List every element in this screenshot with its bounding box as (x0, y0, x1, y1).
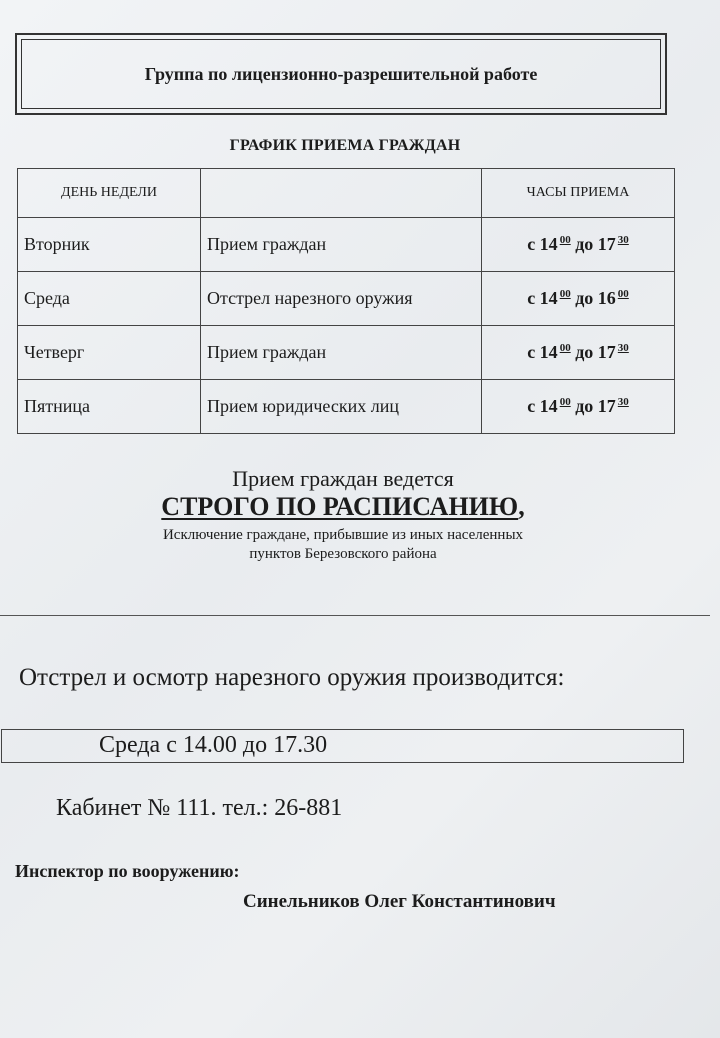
hours-from: с 14 (527, 288, 558, 308)
hours-to-minutes: 30 (617, 396, 629, 408)
row-activity: Прием граждан (201, 218, 482, 272)
notice-emphasis-punct: , (518, 492, 525, 521)
shooting-time: Среда с 14.00 до 17.30 (99, 732, 328, 758)
hours-to: до 16 (575, 288, 616, 308)
table-header-row (18, 169, 675, 218)
notice-line: Прием граждан ведется (232, 466, 454, 491)
notice-exception-line: Исключение граждане, прибывшие из иных населенных (162, 527, 524, 543)
hours-to-minutes: 30 (617, 342, 629, 354)
row-activity: Прием граждан (201, 326, 482, 380)
row-activity: Отстрел нарезного оружия (201, 272, 482, 326)
notice-exception (0, 526, 686, 564)
table-row (18, 272, 675, 326)
row-day: Четверг (18, 326, 201, 380)
column-header-activity (201, 169, 482, 218)
office-info: Кабинет № 111. тел.: 26-881 (56, 795, 343, 821)
table-row (18, 326, 675, 380)
row-day: Вторник (18, 218, 201, 272)
row-hours (482, 326, 675, 380)
inspector-name: Синельников Олег Константинович (243, 891, 556, 912)
column-header-day: ДЕНЬ НЕДЕЛИ (18, 169, 201, 218)
row-hours (482, 272, 675, 326)
hours-from: с 14 (527, 234, 558, 254)
hours-to: до 17 (575, 396, 616, 416)
hours-from-minutes: 00 (559, 288, 571, 300)
column-header-hours: ЧАСЫ ПРИЕМА (482, 169, 675, 218)
schedule-table (17, 168, 675, 434)
header-box (15, 33, 667, 115)
inspector-title: Инспектор по вооружению: (15, 861, 240, 881)
hours-to-minutes: 00 (617, 288, 629, 300)
row-hours (482, 218, 675, 272)
hours-to-minutes: 30 (617, 234, 629, 246)
row-activity: Прием юридических лиц (201, 380, 482, 434)
hours-from-minutes: 00 (559, 396, 571, 408)
schedule-title: ГРАФИК ПРИЕМА ГРАЖДАН (229, 137, 461, 154)
row-hours (482, 380, 675, 434)
shooting-time-box (1, 729, 684, 763)
hours-to: до 17 (575, 342, 616, 362)
hours-from: с 14 (527, 396, 558, 416)
row-day: Пятница (18, 380, 201, 434)
hours-from: с 14 (527, 342, 558, 362)
hours-from-minutes: 00 (559, 234, 571, 246)
hours-from-minutes: 00 (559, 342, 571, 354)
shooting-heading: Отстрел и осмотр нарезного оружия производится: (19, 664, 565, 691)
divider (0, 615, 710, 616)
row-day: Среда (18, 272, 201, 326)
table-row (18, 380, 675, 434)
notice-emphasis (0, 492, 686, 522)
notice-exception-line: пунктов Березовского района (249, 546, 437, 562)
hours-to: до 17 (575, 234, 616, 254)
header-title: Группа по лицензионно-разрешительной работе (21, 39, 661, 109)
notice-emphasis-text: СТРОГО ПО РАСПИСАНИЮ (161, 492, 519, 521)
table-row (18, 218, 675, 272)
